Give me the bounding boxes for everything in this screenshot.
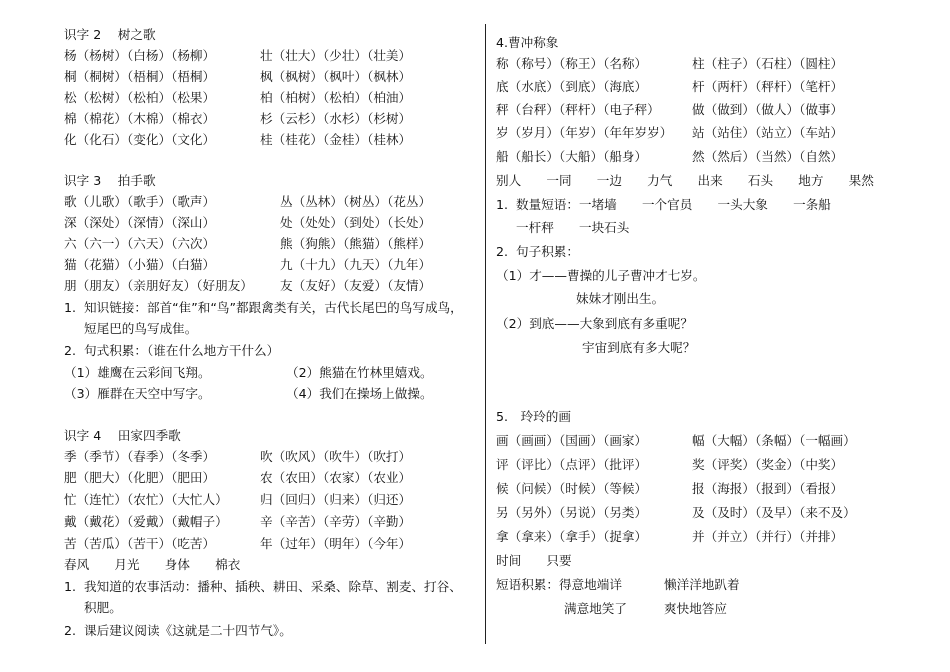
farming-activities-cont: 积肥。	[84, 600, 122, 615]
vocab-entry: 桐（桐树）（梧桐）（梧桐）	[64, 69, 216, 84]
phrase-accumulation: 短语积累：得意地端详	[496, 577, 622, 592]
vocab-entry: 农（农田）（农家）（农业）	[260, 470, 412, 485]
vocab-entry: 候（问候）（时候）（等候）	[496, 481, 648, 496]
vocab-entry: 杉（云杉）（水杉）（杉树）	[260, 111, 412, 126]
vocab-entry: 另（另外）（另说）（另类）	[496, 505, 648, 520]
vocab-entry: 吹（吹风）（吹牛）（吹打）	[260, 449, 412, 464]
example-sentence: （3）雁群在天空中写字。	[64, 386, 211, 401]
vocab-entry: 然（然后）（当然）（自然）	[692, 149, 844, 164]
vocab-entry: 九（十九）（九天）（九年）	[280, 257, 432, 272]
vocab-entry: 处（处处）（到处）（长处）	[280, 215, 432, 230]
sentence-accumulation-title: 句子积累：	[516, 244, 579, 259]
word-list: 春风 月光 身体 棉衣	[64, 557, 241, 572]
vocab-entry: 评（评比）（点评）（批评）	[496, 457, 648, 472]
vocab-entry: 底（水底）（到底）（海底）	[496, 79, 648, 94]
example-sentence: （4）我们在操场上做操。	[286, 386, 433, 401]
word-list: 别人 一同 一边 力气 出来 石头 地方 果然	[496, 173, 874, 188]
section-title-tianjiasijige: 识字 4 田家四季歌	[64, 428, 181, 443]
vocab-entry: 杆（两杆）（秤杆）（笔杆）	[692, 79, 844, 94]
sentence-pattern-title: 句式积累：（谁在什么地方干什么）	[84, 343, 280, 358]
vocab-entry: 肥（肥大）（化肥）（肥田）	[64, 470, 216, 485]
word-list: 时间 只要	[496, 553, 572, 568]
vocab-entry: 报（海报）（报到）（看报）	[692, 481, 844, 496]
vocab-entry: 岁（岁月）（年岁）（年年岁岁）	[496, 125, 673, 140]
section-title-paishouge: 识字 3 拍手歌	[64, 173, 156, 188]
vocab-entry: 船（船长）（大船）（船身）	[496, 149, 648, 164]
example-sentence: （2）到底——大象到底有多重呢？	[496, 316, 693, 331]
vocab-entry: 猫（花猫）（小猫）（白猫）	[64, 257, 216, 272]
note-number: 1.	[64, 300, 77, 315]
vocab-entry: 及（及时）（及早）（来不及）	[692, 505, 856, 520]
vocab-entry: 柏（柏树）（松柏）（柏油）	[260, 90, 412, 105]
vocab-entry: 站（站住）（站立）（车站）	[692, 125, 844, 140]
farming-activities: 我知道的农事活动：播种、插秧、耕田、采桑、除草、割麦、打谷、	[84, 579, 462, 594]
example-sentence: （1）雄鹰在云彩间飞翔。	[64, 365, 211, 380]
vocab-entry: 丛（丛林）（树丛）（花丛）	[280, 194, 432, 209]
section-title-linglingdehua: 5. 玲玲的画	[496, 409, 571, 424]
vocab-entry: 归（回归）（归来）（归还）	[260, 492, 412, 507]
vocab-entry: 桂（桂花）（金桂）（桂林）	[260, 132, 412, 147]
phrase-entry: 爽快地答应	[664, 601, 727, 616]
vocab-entry: 杨（杨树）（白杨）（杨柳）	[64, 48, 216, 63]
example-sentence: 宇宙到底有多大呢？	[582, 340, 696, 355]
note-number: 1.	[496, 197, 509, 212]
section-title-caochongchengxiang: 4.曹冲称象	[496, 35, 559, 50]
quantity-phrases: 数量短语：一堵墙 一个官员 一头大象 一条船	[516, 197, 831, 212]
vocab-entry: 画（画画）（国画）（画家）	[496, 433, 648, 448]
vocab-entry: 壮（壮大）（少壮）（壮美）	[260, 48, 412, 63]
section-title-shuzhige: 识字 2 树之歌	[64, 27, 156, 42]
vocab-entry: 拿（拿来）（拿手）（捉拿）	[496, 529, 648, 544]
phrase-entry: 懒洋洋地趴着	[664, 577, 740, 592]
vocab-entry: 秤（台秤）（秤杆）（电子秤）	[496, 102, 660, 117]
vocab-entry: 松（松树）（松柏）（松果）	[64, 90, 216, 105]
vocab-entry: 深（深处）（深情）（深山）	[64, 215, 216, 230]
vocab-entry: 做（做到）（做人）（做事）	[692, 102, 844, 117]
vocab-entry: 柱（柱子）（石柱）（圆柱）	[692, 56, 844, 71]
vocab-entry: 并（并立）（并行）（并排）	[692, 529, 844, 544]
vocab-entry: 歌（儿歌）（歌手）（歌声）	[64, 194, 216, 209]
note-number: 2.	[64, 343, 77, 358]
example-sentence: （2）熊猫在竹林里嬉戏。	[286, 365, 433, 380]
vocab-entry: 年（过年）（明年）（今年）	[260, 536, 412, 551]
vocab-entry: 季（季节）（春季）（冬季）	[64, 449, 216, 464]
note-number: 1.	[64, 579, 77, 594]
note-number: 2.	[496, 244, 509, 259]
vocab-entry: 戴（戴花）（爱戴）（戴帽子）	[64, 514, 228, 529]
vocab-entry: 幅（大幅）（条幅）（一幅画）	[692, 433, 856, 448]
column-divider	[485, 24, 486, 644]
vocab-entry: 朋（朋友）（亲朋好友）（好朋友）	[64, 278, 253, 293]
vocab-entry: 枫（枫树）（枫叶）（枫林）	[260, 69, 412, 84]
knowledge-note: 知识链接：部首“隹”和“鸟”都跟禽类有关，古代长尾巴的鸟写成鸟，	[84, 300, 463, 315]
vocab-entry: 熊（狗熊）（熊猫）（熊样）	[280, 236, 432, 251]
vocab-entry: 六（六一）（六天）（六次）	[64, 236, 216, 251]
knowledge-note-cont: 短尾巴的鸟写成隹。	[84, 321, 198, 336]
vocab-entry: 棉（棉花）（木棉）（棉衣）	[64, 111, 216, 126]
example-sentence: （1）才——曹操的儿子曹冲才七岁。	[496, 268, 706, 283]
phrase-entry: 满意地笑了	[564, 601, 627, 616]
vocab-entry: 辛（辛苦）（辛劳）（辛勤）	[260, 514, 412, 529]
vocab-entry: 忙（连忙）（农忙）（大忙人）	[64, 492, 228, 507]
vocab-entry: 化（化石）（变化）（文化）	[64, 132, 216, 147]
example-sentence: 妹妹才刚出生。	[576, 291, 665, 306]
vocab-entry: 称（称号）（称王）（名称）	[496, 56, 648, 71]
reading-suggestion: 课后建议阅读《这就是二十四节气》。	[84, 623, 292, 638]
quantity-phrases-cont: 一杆秤 一块石头	[516, 220, 630, 235]
vocab-entry: 苦（苦瓜）（苦干）（吃苦）	[64, 536, 216, 551]
vocab-entry: 奖（评奖）（奖金）（中奖）	[692, 457, 844, 472]
note-number: 2.	[64, 623, 77, 638]
vocab-entry: 友（友好）（友爱）（友情）	[280, 278, 432, 293]
